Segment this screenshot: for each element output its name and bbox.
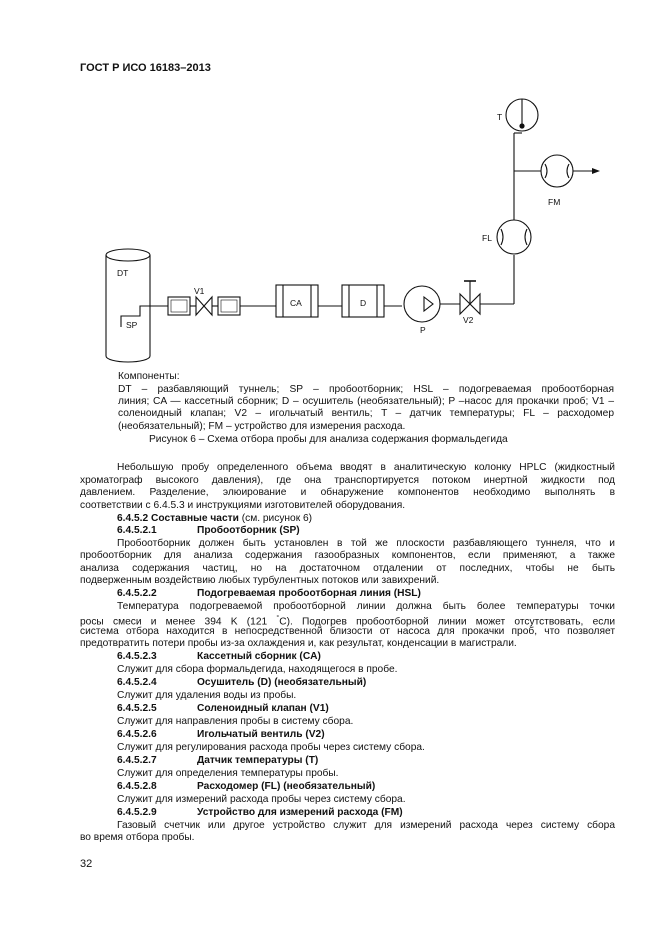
label-fm: FM: [548, 197, 561, 207]
paragraph-line: Небольшую пробу определенного объема вводят в аналитическую колонку HPLC (жидкостный: [117, 462, 615, 473]
section-heading: [117, 651, 321, 663]
paragraph-line: давлением. Разделение, элюирование и обнаружение компонентов необходимо выполнять в: [80, 487, 615, 498]
legend-line: (необязательный); FM – устройство для измерения расхода.: [118, 421, 406, 432]
solenoid-valve-v1: [196, 297, 212, 315]
legend-line: соленоидный клапан; V2 – игольчатый вентиль; T – датчик температуры; FL – расходомер: [118, 408, 614, 419]
section-number: 6.4.5.2.7: [117, 755, 157, 766]
section-description: Служит для определения температуры пробы.: [117, 768, 339, 779]
section-title: Устройство для измерений расхода (FM): [197, 807, 403, 818]
section-heading: [117, 703, 329, 715]
sampling-system-diagram: [0, 0, 661, 380]
section-heading: [117, 755, 318, 767]
figure-caption: Рисунок 6 – Схема отбора пробы для анализа содержания формальдегида: [149, 434, 508, 445]
section-title: Кассетный сборник (CA): [197, 651, 321, 662]
legend-title: Компоненты:: [118, 371, 180, 382]
paragraph-line: во время отбора пробы.: [80, 832, 195, 843]
section-title: Игольчатый вентиль (V2): [197, 729, 325, 740]
section-title: Составные части: [151, 513, 239, 524]
flowmeter-fl: [497, 220, 531, 254]
label-sp: SP: [126, 320, 138, 330]
document-header: ГОСТ Р ИСО 16183–2013: [80, 62, 211, 74]
text-run: росы смеси и менее 394 K (121: [80, 616, 277, 628]
section-number: 6.4.5.2: [117, 513, 149, 524]
label-d: D: [360, 298, 367, 308]
section-description: Служит для сбора формальдегида, находящегося в пробе.: [117, 664, 398, 675]
section-description: Служит для регулирования расхода пробы через систему сбора.: [117, 742, 425, 753]
section-number: 6.4.5.2.2: [117, 588, 157, 599]
paragraph-line: анализа содержания частиц, но на достаточном отдалении от последних, чтобы не быть: [80, 563, 615, 574]
section-title: Осушитель (D) (необязательный): [197, 677, 367, 688]
label-v1: V1: [194, 286, 205, 296]
section-number: 6.4.5.2.4: [117, 677, 157, 688]
section-title: Подогреваемая пробоотборная линия (HSL): [197, 588, 421, 599]
paragraph-line: хроматограф высокого давления), где она транспортируется потоком инертной жидкости под: [80, 475, 615, 486]
section-title: Датчик температуры (T): [197, 755, 319, 766]
paragraph-line: предотвратить потери пробы из-за охлаждения и, как результат, конденсации в магистрали.: [80, 638, 517, 649]
section-number: 6.4.5.2.1: [117, 525, 157, 536]
label-v2: V2: [463, 315, 474, 325]
section-number: 6.4.5.2.3: [117, 651, 157, 662]
paragraph-line: пробоотборник для анализа содержания газообразных компонентов, если применяют, а также: [80, 550, 615, 561]
section-suffix: (см. рисунок 6): [238, 513, 313, 524]
section-heading: [117, 513, 312, 525]
label-ca: CA: [290, 298, 302, 308]
section-number: 6.4.5.2.5: [117, 703, 157, 714]
section-description: Служит для направления пробы в систему сбора.: [117, 716, 354, 727]
section-number: 6.4.5.2.8: [117, 781, 157, 792]
label-fl: FL: [482, 233, 492, 243]
label-p: P: [420, 325, 426, 335]
section-title: Соленоидный клапан (V1): [197, 703, 329, 714]
paragraph-line: Газовый счетчик или другое устройство служит для измерений расхода через систему сбора: [117, 820, 615, 831]
pump: [404, 286, 440, 322]
section-heading: [117, 807, 403, 819]
section-heading: [117, 525, 300, 537]
section-description: Служит для удаления воды из пробы.: [117, 690, 297, 701]
section-number: 6.4.5.2.6: [117, 729, 157, 740]
section-heading: [117, 781, 375, 793]
paragraph-line: Пробоотборник должен быть установлен в той же плоскости разбавляющего туннеля, что и: [117, 538, 615, 549]
flow-measuring-device-fm: [541, 155, 573, 187]
label-t: T: [497, 112, 503, 122]
paragraph-line: соответствии с 6.4.5.3 и инструкциями изготовителей оборудования.: [80, 500, 406, 511]
text-run: C). Подогрев пробоотборной линии может отсутствовать, если: [279, 616, 616, 628]
paragraph-line: система отбора находится в непосредственной близости от насоса для прокачки проб, что позволяет: [80, 626, 615, 637]
section-description: Служит для измерений расхода пробы через систему сбора.: [117, 794, 406, 805]
section-title: Пробоотборник (SP): [197, 525, 300, 536]
section-heading: [117, 729, 325, 741]
section-number: 6.4.5.2.9: [117, 807, 157, 818]
section-title: Расходомер (FL) (необязательный): [197, 781, 376, 792]
paragraph-line: подверженным воздействию любых турбулентных потоков или завихрений.: [80, 575, 440, 586]
degree-sign: °: [276, 615, 280, 622]
legend-line: DT – разбавляющий туннель; SP – пробоотборник; HSL – подогреваемая пробоотборная: [118, 384, 614, 395]
paragraph-line: Температура подогреваемой пробоотборной линии должна быть более температуры точки: [117, 601, 615, 612]
legend-line: линия; CA — кассетный сборник; D – осушитель (необязательный); P –насос для прокачки проб; V1 –: [118, 396, 614, 407]
label-dt: DT: [117, 268, 129, 278]
section-heading: [117, 677, 366, 689]
section-heading: [117, 588, 421, 600]
page-number: 32: [80, 858, 93, 870]
